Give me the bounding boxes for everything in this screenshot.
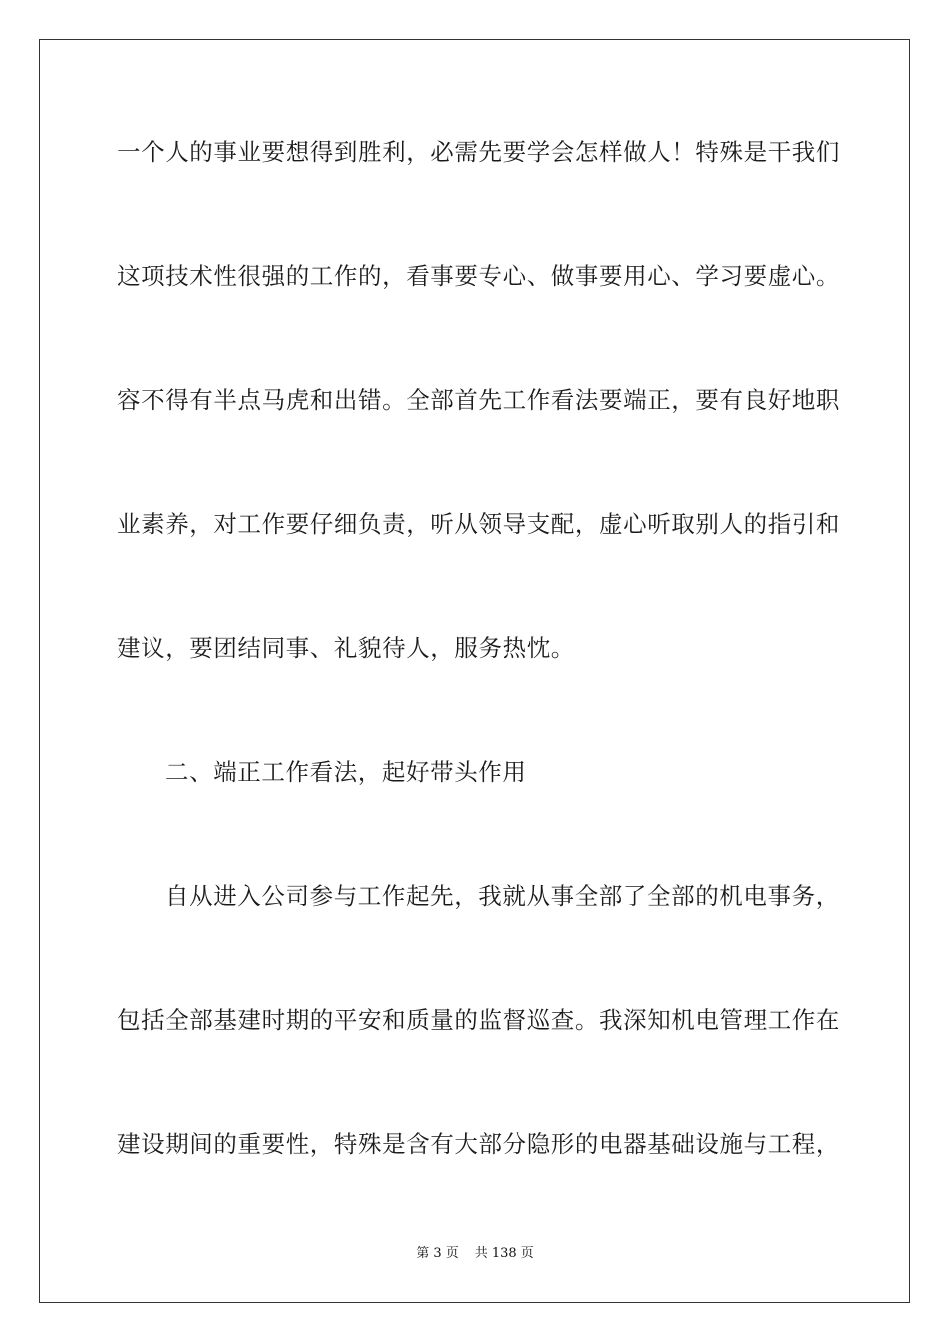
body-line-8: 包括全部基建时期的平安和质量的监督巡查。我深知机电管理工作在 [117, 1006, 840, 1034]
body-line-2: 这项技术性很强的工作的，看事要专心、做事要用心、学习要虚心。 [117, 262, 840, 290]
body-line-4: 业素养，对工作要仔细负责，听从领导支配，虚心听取别人的指引和 [117, 510, 840, 538]
page-number: 第 3 页 [416, 1246, 459, 1261]
section-heading: 二、端正工作看法，起好带头作用 [165, 758, 527, 786]
body-line-1: 一个人的事业要想得到胜利，必需先要学会怎样做人！特殊是干我们 [117, 138, 840, 166]
page-footer [0, 1245, 950, 1263]
page-border [39, 39, 910, 1303]
body-line-9: 建设期间的重要性，特殊是含有大部分隐形的电器基础设施与工程， [117, 1130, 840, 1158]
body-line-5: 建议，要团结同事、礼貌待人，服务热忱。 [117, 634, 575, 662]
body-line-3: 容不得有半点马虎和出错。全部首先工作看法要端正，要有良好地职 [117, 386, 840, 414]
total-pages: 共 138 页 [474, 1246, 534, 1261]
body-line-7: 自从进入公司参与工作起先，我就从事全部了全部的机电事务， [165, 882, 840, 910]
